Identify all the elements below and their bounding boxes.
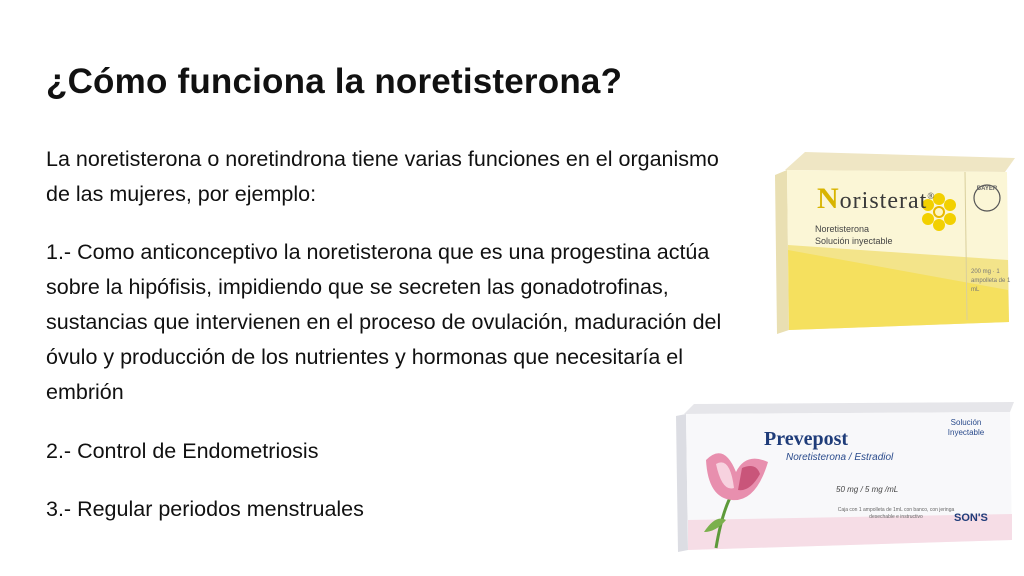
noristerat-line1: Noretisterona [815, 224, 870, 234]
prevepost-subtitle: Noretisterona / Estradiol [786, 452, 894, 463]
point-3 [46, 492, 746, 527]
slide-title: ¿Cómo funciona la noretisterona? [46, 62, 623, 101]
intro-paragraph [46, 142, 746, 212]
point-3-text: 3.- Regular periodos menstruales [46, 497, 364, 521]
point-1-text: 1.- Como anticonceptivo la noretisterona que es una progestina actúa sobre la hipófisis, impidiendo que se secreten las gonadotrofinas, sustancias que intervienen en el proceso de ovulación, maduración del óvulo y producción de los nutrientes y hormonas que necesitaría el embrión [46, 240, 722, 404]
noristerat-brand: Noristerat® [817, 182, 936, 215]
prevepost-package: Caja con 1 ampolleta de 1mL con banco, con jeringa desechable e instructivo [837, 507, 955, 520]
prevepost-brand: Prevepost [764, 428, 849, 450]
bayer-logo: BAYER [976, 186, 998, 192]
prevepost-box-image [676, 402, 1018, 552]
point-2 [46, 434, 746, 469]
noristerat-box-image [775, 150, 1015, 335]
prevepost-form: Solución Inyectable [947, 418, 985, 437]
noristerat-dose: 200 mg · 1 ampolleta de 1 mL [971, 269, 1011, 293]
intro-text: La noretisterona o noretindrona tiene varias funciones en el organismo de las mujeres, por ejemplo: [46, 147, 719, 206]
prevepost-dose: 50 mg / 5 mg /mL [836, 485, 899, 494]
sons-logo: SON'S [954, 512, 988, 524]
point-2-text: 2.- Control de Endometriosis [46, 439, 319, 463]
point-1 [46, 235, 746, 410]
noristerat-line2: Solución inyectable [815, 236, 893, 246]
noristerat-box-graphic [775, 150, 1015, 335]
